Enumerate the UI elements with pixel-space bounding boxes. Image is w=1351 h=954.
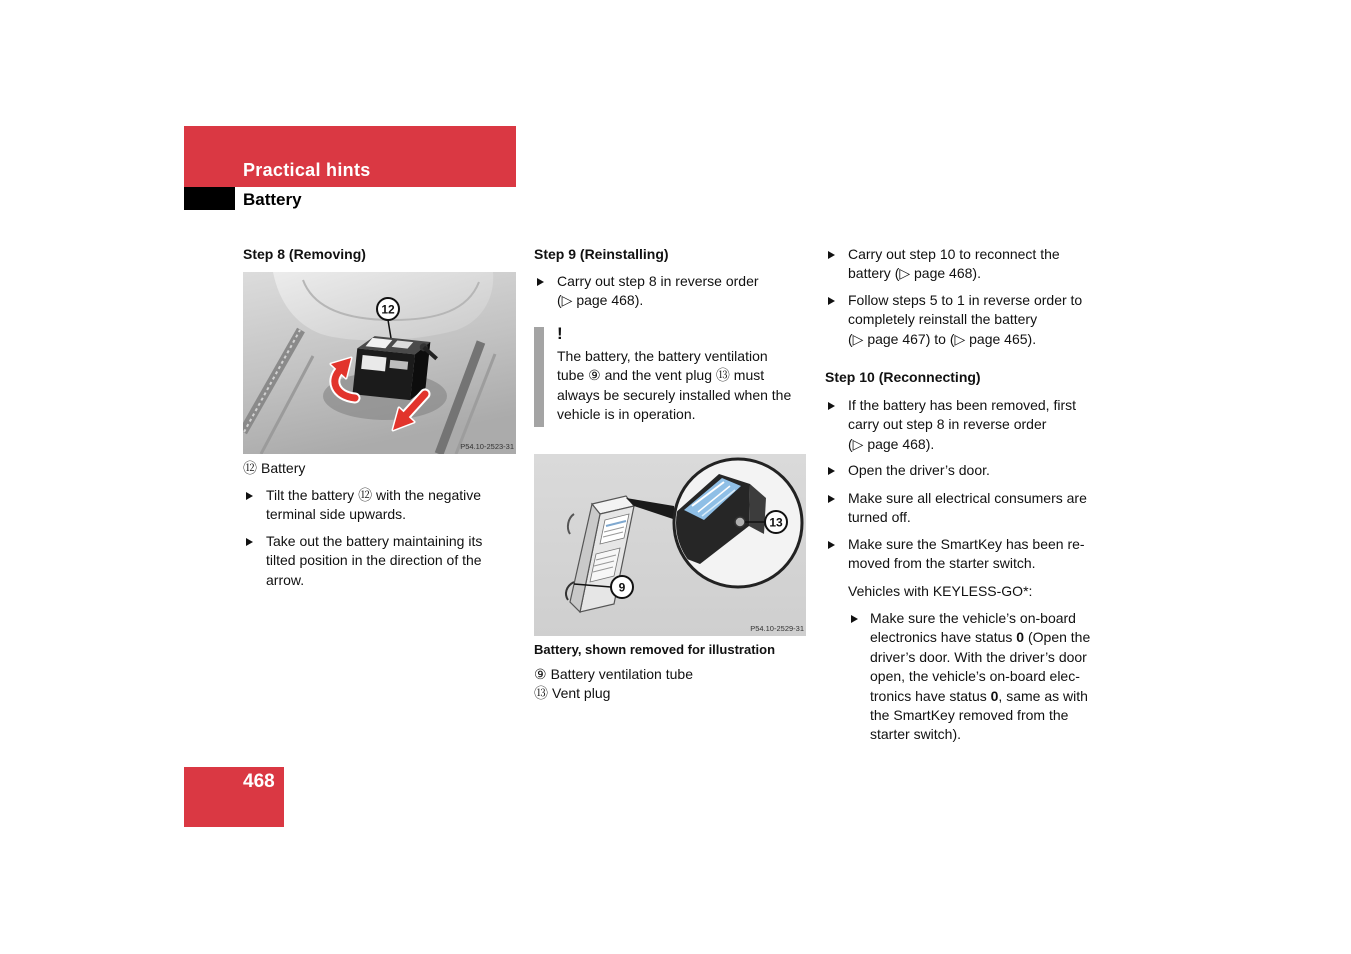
bullet-item xyxy=(825,396,1076,454)
legend-item xyxy=(534,665,693,684)
bullet-arrow-icon xyxy=(246,492,253,500)
bullet-text-line: tilted position in the direction of the xyxy=(266,552,482,569)
warning-text xyxy=(557,347,791,425)
bullet-text-line xyxy=(870,687,1090,706)
bullet-text-line: (▷ page 468). xyxy=(557,292,644,309)
legend-number: ⑬ xyxy=(534,685,548,702)
bullet-text-line: Carry out step 10 to reconnect the xyxy=(848,246,1060,262)
bullet-arrow-icon xyxy=(246,538,253,546)
bullet-text-line: open, the vehicle’s on-board elec- xyxy=(870,668,1080,685)
bullet-text-line: Take out the battery maintaining its xyxy=(266,533,483,549)
bullet-text-line: terminal side upwards. xyxy=(266,506,407,523)
legend-label: Battery ventilation tube xyxy=(550,666,693,682)
bullet-text-line: starter switch). xyxy=(870,726,962,743)
bullet-text-line: Carry out step 8 in reverse order xyxy=(557,273,759,289)
figure-legend xyxy=(534,665,693,704)
bullet-arrow-icon xyxy=(828,297,835,305)
status-value: 0 xyxy=(1016,629,1025,646)
bullet-item xyxy=(534,272,759,311)
callout-number: 9 xyxy=(618,580,626,595)
bullet-text-line: driver’s door. With the driver’s door xyxy=(870,648,1087,665)
step-8-heading: Step 8 (Removing) xyxy=(243,246,366,262)
legend-label: Vent plug xyxy=(552,685,611,702)
legend-number: ⑫ xyxy=(243,460,257,476)
bullet-arrow-icon xyxy=(828,541,835,549)
bullet-text-line xyxy=(870,628,1090,647)
bullet-arrow-icon xyxy=(828,402,835,410)
warning-text-line: vehicle is in operation. xyxy=(557,406,696,423)
figure-code: P54.10-2529-31 xyxy=(750,624,804,633)
bullet-text-line: moved from the starter switch. xyxy=(848,555,1036,572)
figure-code: P54.10-2523-31 xyxy=(460,442,514,451)
bullet-arrow-icon xyxy=(537,278,544,286)
bullet-arrow-icon xyxy=(828,495,835,503)
warning-text-line: tube ⑨ and the vent plug ⑬ must xyxy=(557,367,765,384)
section-title: Practical hints xyxy=(243,160,371,180)
bullet-item xyxy=(825,489,1087,528)
step-9-heading: Step 9 (Reinstalling) xyxy=(534,246,669,262)
bullet-text-line: carry out step 8 in reverse order xyxy=(848,416,1047,433)
bullet-arrow-icon xyxy=(828,467,835,475)
battery-removal-figure xyxy=(243,272,516,454)
bullet-text-line: Make sure the vehicle’s on-board xyxy=(870,610,1076,626)
callout-number: 13 xyxy=(769,515,783,530)
text-segment: (Open the xyxy=(1024,629,1091,646)
legend-item xyxy=(243,459,305,478)
bullet-text-line: the SmartKey removed from the xyxy=(870,706,1069,723)
bullet-item xyxy=(825,291,1082,349)
text-segment: , same as with xyxy=(998,687,1088,704)
legend-label: Battery xyxy=(261,460,306,476)
bullet-arrow-icon xyxy=(851,615,858,623)
vent-plug xyxy=(735,517,745,527)
subsection-title: Battery xyxy=(243,190,302,209)
figure-caption: Battery, shown removed for illustration xyxy=(534,642,776,657)
text-segment: tronics have status xyxy=(870,687,991,704)
text-segment: electronics have status xyxy=(870,629,1017,646)
status-value: 0 xyxy=(990,687,999,704)
warning-exclamation-icon: ! xyxy=(557,324,563,343)
subsection-tab-marker xyxy=(184,187,235,210)
bullet-text-line: Tilt the battery ⑫ with the negative xyxy=(266,487,482,503)
bullet-item xyxy=(825,535,1085,574)
bullet-text-line: Make sure all electrical consumers are xyxy=(848,490,1087,506)
bullet-item xyxy=(243,486,481,525)
bullet-text-line: battery (▷ page 468). xyxy=(848,265,981,282)
page-number: 468 xyxy=(243,771,275,792)
bullet-text-line: (▷ page 467) to (▷ page 465). xyxy=(848,330,1037,347)
bullet-text-line: arrow. xyxy=(266,571,305,588)
warning-text-line: The battery, the battery ventilation xyxy=(557,348,768,364)
bullet-text-line: If the battery has been removed, first xyxy=(848,397,1077,413)
keyless-go-sub-bullet xyxy=(848,609,1090,745)
bullet-text-line: Make sure the SmartKey has been re- xyxy=(848,536,1085,552)
bullet-text-line: Follow steps 5 to 1 in reverse order to xyxy=(848,292,1083,308)
bullet-item xyxy=(825,461,990,480)
keyless-go-label: Vehicles with KEYLESS-GO*: xyxy=(848,583,1033,599)
bullet-text-line: completely reinstall the battery xyxy=(848,311,1038,328)
bullet-item xyxy=(825,245,1060,284)
battery-removed-figure xyxy=(534,454,806,636)
bullet-text-line: Open the driver’s door. xyxy=(848,462,990,478)
bullet-arrow-icon xyxy=(828,251,835,259)
legend-number: ⑨ xyxy=(534,666,547,682)
bullet-text-line: (▷ page 468). xyxy=(848,435,935,452)
step-10-heading: Step 10 (Reconnecting) xyxy=(825,369,981,385)
warning-bar xyxy=(534,327,544,427)
bullet-item xyxy=(243,532,482,590)
warning-text-line: always be securely installed when the xyxy=(557,386,792,403)
legend-item xyxy=(534,684,693,703)
bullet-text-line: turned off. xyxy=(848,509,911,526)
callout-number: 12 xyxy=(381,302,395,317)
